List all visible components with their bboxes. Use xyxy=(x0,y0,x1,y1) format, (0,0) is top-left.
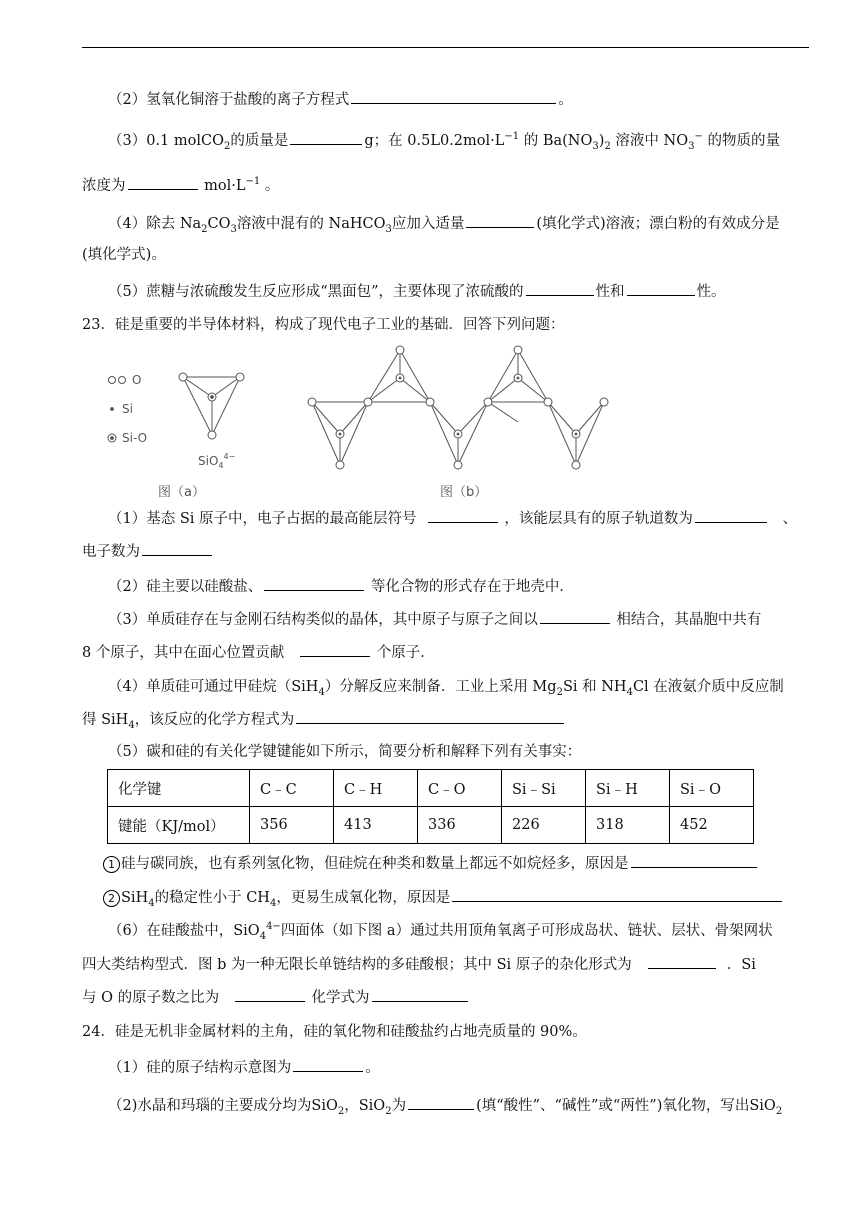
table-cell: 318 xyxy=(586,807,670,844)
q23-part5: （5）碳和硅的有关化学键键能如下所示，简要分析和解释下列有关事实： xyxy=(108,744,582,760)
answer-blank[interactable] xyxy=(466,213,534,228)
sio4-label: SiO$_4^{4-}$ xyxy=(198,452,236,470)
q23-part3-cont: 8 个原子，其中在面心位置贡献 个原子． xyxy=(82,642,809,663)
answer-blank[interactable] xyxy=(428,508,498,523)
answer-blank[interactable] xyxy=(452,887,782,902)
table-cell: 452 xyxy=(670,807,754,844)
answer-blank[interactable] xyxy=(631,853,757,868)
q23-part3: （3）单质硅存在与金刚石结构类似的晶体，其中原子与原子之间以 相结合，其晶胞中共有 xyxy=(82,609,809,630)
table-header-cell: C﹣C xyxy=(250,770,334,807)
table-header-cell: Si﹣H xyxy=(586,770,670,807)
q23-part6-cont2: 与 O 的原子数之比为 化学式为 xyxy=(82,987,809,1008)
q23-part1: （1）基态 Si 原子中，电子占据的最高能层符号 ，该能层具有的原子轨道数为 、 xyxy=(82,508,809,529)
legend-si-label: Si xyxy=(122,402,133,416)
table-cell: 413 xyxy=(334,807,418,844)
fig-b-caption: 图（b） xyxy=(440,485,488,500)
table-row xyxy=(108,807,754,844)
silicate-chain-b xyxy=(312,350,604,465)
answer-blank[interactable] xyxy=(695,508,767,523)
q23-title: 23．硅是重要的半导体材料，构成了现代电子工业的基础．回答下列问题： xyxy=(82,317,565,333)
silicate-structure-figure xyxy=(100,340,660,500)
legend-sio-label: Si-O xyxy=(122,431,148,445)
answer-blank[interactable] xyxy=(142,541,212,556)
circled-number: 2 xyxy=(103,890,120,907)
q23-part6-cont: 四大类结构型式．图 b 为一种无限长单链结构的多硅酸根；其中 Si 原子的杂化形式为 ．Si xyxy=(82,954,809,975)
q23-part6: （6）在硅酸盐中，SiO$_4^{4-}$四面体（如下图 a）通过共用顶角氧离子可形成岛状、链状、层状、骨架网状 xyxy=(108,921,773,942)
answer-blank[interactable] xyxy=(351,89,556,104)
answer-blank[interactable] xyxy=(293,1057,363,1072)
q24-part2: （2)水晶和玛瑙的主要成分均为SiO$_2$，SiO$_2$为 (填“酸性”、“碱性”或“两性”)氧化物，写出SiO$_2$ xyxy=(82,1095,809,1116)
q23-part4: （4）单质硅可通过甲硅烷（SiH$_4$）分解反应来制备．工业上采用 $Mg_2Si$ 和 $NH_4Cl$ 在液氨介质中反应制 xyxy=(108,679,784,698)
answer-blank[interactable] xyxy=(128,175,198,190)
circled-number: 1 xyxy=(103,856,120,873)
table-row xyxy=(108,770,754,807)
table-cell: 226 xyxy=(502,807,586,844)
q23-sub2: 2 SiH$_4$的稳定性小于 $CH_4$，更易生成氧化物，原因是 xyxy=(82,887,809,908)
sio4-tetrahedron-a xyxy=(179,373,244,439)
q23-part2: （2）硅主要以硅酸盐、 等化合物的形式存在于地壳中． xyxy=(82,576,809,597)
table-cell: 336 xyxy=(418,807,502,844)
q22-part5: （5）蔗糖与浓硫酸发生反应形成“黑面包”，主要体现了浓硫酸的 性和 性。 xyxy=(82,281,809,302)
q23-part1-cont: 电子数为 xyxy=(82,541,809,562)
answer-blank[interactable] xyxy=(372,987,468,1002)
legend-si-icon xyxy=(111,408,114,411)
table-cell: 键能（KJ/mol） xyxy=(108,807,250,844)
q22-part3-cont: 浓度为 $mol\cdot L^{-1}$ 。 xyxy=(82,176,280,194)
q24-part1: （1）硅的原子结构示意图为 。 xyxy=(82,1057,809,1078)
table-cell: 356 xyxy=(250,807,334,844)
answer-blank[interactable] xyxy=(296,709,564,724)
answer-blank[interactable] xyxy=(526,281,594,296)
q23-sub1: 1 硅与碳同族，也有系列氢化物，但硅烷在种类和数量上都远不如烷烃多，原因是 xyxy=(82,853,809,874)
legend-o-label: O xyxy=(132,373,142,387)
answer-blank[interactable] xyxy=(264,576,364,591)
q24-title: 24．硅是无机非金属材料的主角，硅的氧化物和硅酸盐约占地壳质量的 90%。 xyxy=(82,1024,587,1040)
q22-part4-cont: (填化学式)。 xyxy=(82,247,166,263)
answer-blank[interactable] xyxy=(648,954,716,969)
table-header-cell: 化学键 xyxy=(108,770,250,807)
fig-a-caption: 图（a） xyxy=(158,485,205,500)
answer-blank[interactable] xyxy=(235,987,305,1002)
legend-o-icon xyxy=(109,377,116,384)
answer-blank[interactable] xyxy=(290,130,362,145)
q22-part3: （3）0.1 molCO$_2$的质量是 g；在 $0.5L0.2mol\cdot L^{-1}$ 的 $Ba(NO_3)_2$ 溶液中 $NO_3^-$ 的物质的量 xyxy=(108,131,780,152)
table-header-cell: C﹣H xyxy=(334,770,418,807)
q22-part4: （4）除去 $Na_2CO_3$溶液中混有的 NaHCO$_3$应加入适量 (填化学式)溶液；漂白粉的有效成分是 xyxy=(82,213,809,234)
answer-blank[interactable] xyxy=(627,281,695,296)
q23-part4-cont: 得 SiH$_4$，该反应的化学方程式为 xyxy=(82,709,809,730)
table-header-cell: C﹣O xyxy=(418,770,502,807)
q22-part2: （2）氢氧化铜溶于盐酸的离子方程式 。 xyxy=(82,89,809,110)
table-header-cell: Si﹣O xyxy=(670,770,754,807)
header-rule xyxy=(82,47,809,48)
answer-blank[interactable] xyxy=(540,609,610,624)
answer-blank[interactable] xyxy=(408,1095,474,1110)
table-header-cell: Si﹣Si xyxy=(502,770,586,807)
answer-blank[interactable] xyxy=(300,642,370,657)
bond-energy-table xyxy=(107,769,754,844)
